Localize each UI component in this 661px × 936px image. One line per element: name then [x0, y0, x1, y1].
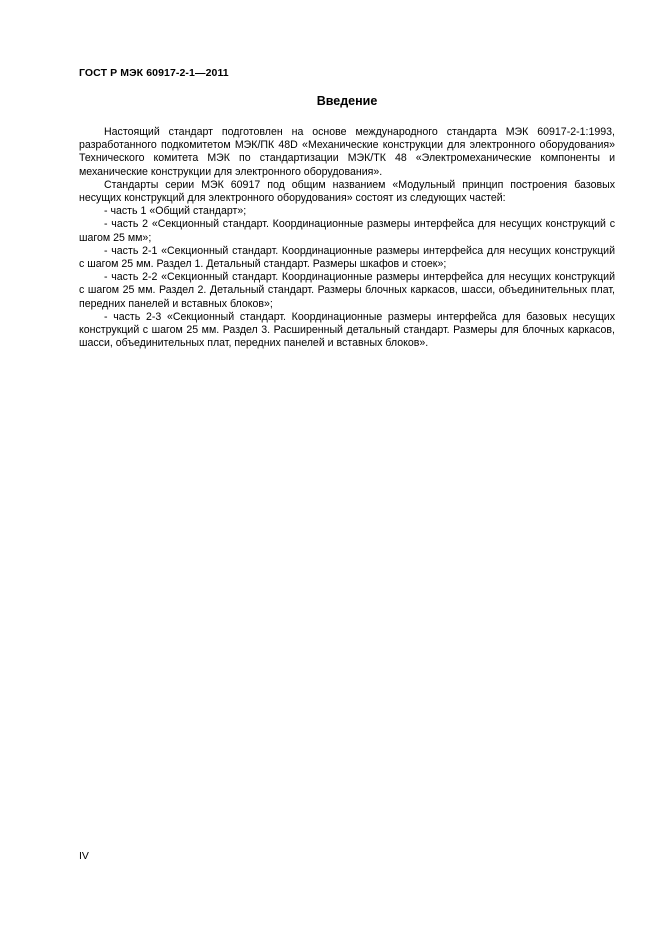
- paragraph-series: Стандарты серии МЭК 60917 под общим названием «Модульный принцип построения базовых несущих конструкций для электронного оборудования» состоят из следующих частей:: [79, 178, 615, 205]
- paragraph-intro: Настоящий стандарт подготовлен на основе международного стандарта МЭК 60917-2-1:1993, разработанного подкомитетом МЭК/ПК 48D «Механические конструкции для электронного оборудования» Технического комитета МЭК по стандартизации МЭК/ТК 48 «Электромеханические компоненты и механические конструкции для электронного оборудования».: [79, 126, 615, 178]
- page-number: IV: [79, 850, 89, 862]
- document-header: ГОСТ Р МЭК 60917-2-1—2011: [79, 67, 229, 79]
- body-text: [79, 126, 615, 350]
- list-item-part-1: - часть 1 «Общий стандарт»;: [104, 205, 247, 218]
- list-item-part-2-1: - часть 2-1 «Секционный стандарт. Координационные размеры интерфейса для несущих конструкций с шагом 25 мм. Раздел 1. Детальный стандарт. Размеры шкафов и стоек»;: [79, 244, 615, 271]
- list-item-part-2-2: - часть 2-2 «Секционный стандарт. Координационные размеры интерфейса для несущих конструкций с шагом 25 мм. Раздел 2. Детальный стандарт. Размеры блочных каркасов, шасси, объединительных плат, передних панелей и вставных блоков»;: [79, 271, 615, 310]
- list-item-part-2-3: - часть 2-3 «Секционный стандарт. Координационные размеры интерфейса для базовых несущих конструкций с шагом 25 мм. Раздел 3. Расширенный детальный стандарт. Размеры для блочных каркасов, шасси, объединительных плат, передних панелей и вставных блоков».: [79, 310, 615, 350]
- list-item-part-2: - часть 2 «Секционный стандарт. Координационные размеры интерфейса для несущих конструкций с шагом 25 мм»;: [79, 218, 615, 244]
- section-title: Введение: [316, 94, 378, 108]
